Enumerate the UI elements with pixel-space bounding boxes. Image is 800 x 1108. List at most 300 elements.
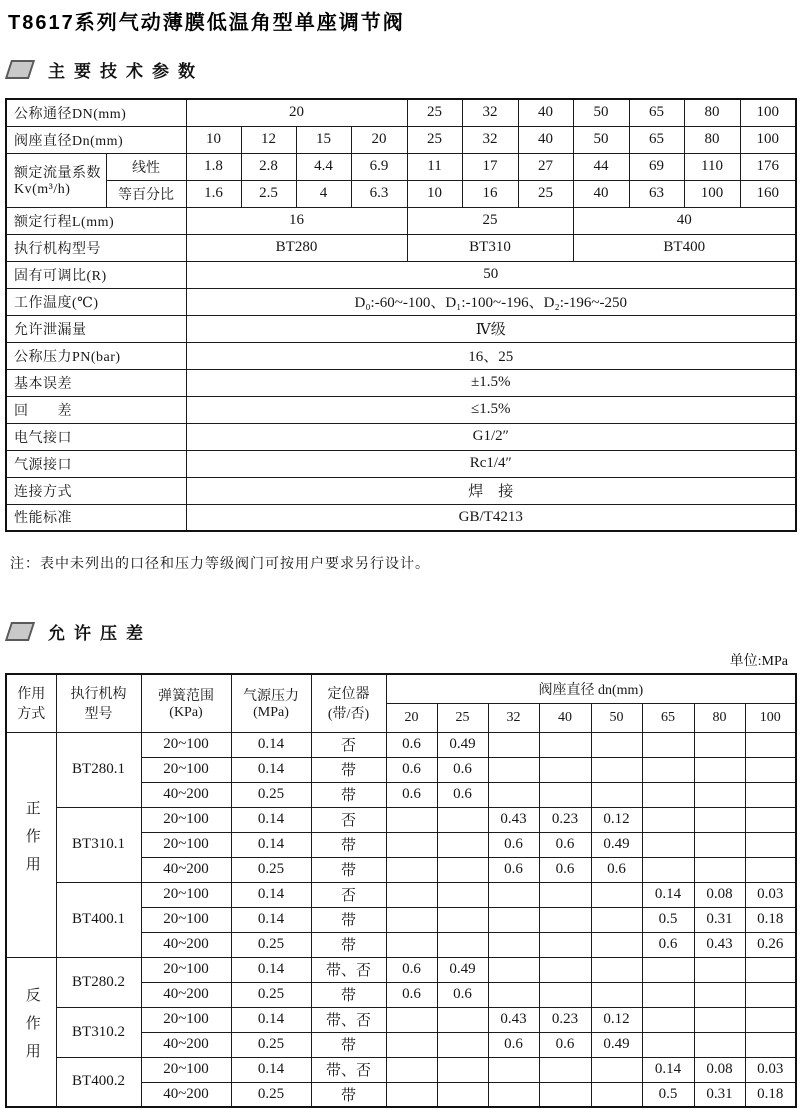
pressure-value-cell — [488, 1057, 539, 1082]
pressure-value-cell — [437, 882, 488, 907]
pressure-value-cell — [488, 907, 539, 932]
param-label: 工作温度(℃) — [6, 288, 186, 315]
action-mode-label: 反作用 — [23, 987, 40, 1072]
spring-range-cell: 40~200 — [141, 857, 231, 882]
pressure-value-cell — [642, 1032, 694, 1057]
pressure-value-cell: 0.18 — [745, 1082, 796, 1107]
param-value: 40 — [518, 99, 573, 126]
pressure-value-cell: 0.49 — [591, 1032, 642, 1057]
param-value: ±1.5% — [186, 369, 796, 396]
param-value: 44 — [573, 153, 629, 180]
pressure-value-cell: 0.03 — [745, 1057, 796, 1082]
actuator-model-cell: BT310.1 — [56, 807, 141, 882]
pressure-value-cell: 0.31 — [694, 1082, 745, 1107]
footnote: 注：表中未列出的口径和压力等级阀门可按用户要求另行设计。 — [10, 557, 430, 572]
table-row — [6, 153, 796, 180]
pressure-value-cell — [437, 1082, 488, 1107]
pressure-value-cell — [591, 982, 642, 1007]
air-pressure-cell: 0.14 — [231, 1057, 311, 1082]
pressure-value-cell — [745, 857, 796, 882]
header-line: 执行机构 — [70, 687, 127, 703]
pressure-value-cell: 0.14 — [642, 1057, 694, 1082]
param-value: 焊 接 — [186, 477, 796, 504]
dn-col-header: 20 — [386, 703, 437, 732]
air-pressure-cell: 0.25 — [231, 1032, 311, 1057]
pressure-value-cell — [694, 857, 745, 882]
dn-col-header: 100 — [745, 703, 796, 732]
param-value: 32 — [462, 126, 518, 153]
actuator-model-cell: BT400.2 — [56, 1057, 141, 1107]
param-value: 50 — [186, 261, 796, 288]
pressure-value-cell: 0.6 — [539, 832, 591, 857]
air-pressure-cell: 0.25 — [231, 932, 311, 957]
param-value: 11 — [407, 153, 462, 180]
param-value: 40 — [573, 180, 629, 207]
param-value: D₀:-60~-100、D₁:-100~-196、D₂:-196~-250 — [186, 288, 796, 315]
section-heading-tech-params — [8, 57, 800, 82]
pressure-value-cell: 0.6 — [539, 857, 591, 882]
pressure-value-cell — [488, 732, 539, 757]
param-label: 额定流量系数Kv(m³/h) — [6, 153, 106, 207]
pressure-value-cell: 0.03 — [745, 882, 796, 907]
param-value: 32 — [462, 99, 518, 126]
pressure-value-cell: 0.23 — [539, 1007, 591, 1032]
pressure-value-cell: 0.6 — [437, 782, 488, 807]
dn-col-header: 40 — [539, 703, 591, 732]
param-label: 阀座直径Dn(mm) — [6, 126, 186, 153]
pressure-value-cell: 0.43 — [488, 1007, 539, 1032]
positioner-cell: 带 — [311, 757, 386, 782]
dn-col-header: 65 — [642, 703, 694, 732]
pressure-value-cell — [642, 757, 694, 782]
pressure-value-cell — [642, 732, 694, 757]
spring-range-cell: 20~100 — [141, 1007, 231, 1032]
pressure-value-cell — [539, 957, 591, 982]
table-row — [6, 504, 796, 531]
pressure-value-cell — [539, 907, 591, 932]
actuator-model-cell: BT280.1 — [56, 732, 141, 807]
pressure-value-cell — [386, 1032, 437, 1057]
pressure-value-cell — [386, 907, 437, 932]
spring-range-cell: 20~100 — [141, 807, 231, 832]
air-pressure-cell: 0.14 — [231, 732, 311, 757]
param-label: 执行机构型号 — [6, 234, 186, 261]
pressure-value-cell: 0.12 — [591, 1007, 642, 1032]
param-value: 25 — [407, 207, 573, 234]
document-page — [0, 6, 800, 1104]
pressure-value-cell: 0.6 — [386, 757, 437, 782]
param-value: 40 — [573, 207, 796, 234]
pressure-value-cell — [591, 757, 642, 782]
spring-range-cell: 20~100 — [141, 957, 231, 982]
param-label: 电气接口 — [6, 423, 186, 450]
param-value: 65 — [629, 99, 684, 126]
air-pressure-cell: 0.25 — [231, 782, 311, 807]
air-pressure-cell: 0.14 — [231, 1007, 311, 1032]
pressure-value-cell — [539, 732, 591, 757]
unit-label: 单位:MPa — [729, 654, 788, 669]
param-label: 公称通径DN(mm) — [6, 99, 186, 126]
spring-range-cell: 40~200 — [141, 1032, 231, 1057]
pressure-value-cell: 0.6 — [386, 732, 437, 757]
param-value: BT280 — [186, 234, 407, 261]
param-value: 20 — [351, 126, 407, 153]
param-value: 40 — [518, 126, 573, 153]
pressure-value-cell — [694, 982, 745, 1007]
pressure-value-cell — [488, 957, 539, 982]
pressure-value-cell — [642, 832, 694, 857]
table-header-row — [6, 674, 796, 703]
pressure-value-cell — [488, 982, 539, 1007]
action-mode-label: 正作用 — [23, 800, 40, 884]
table-row — [6, 957, 796, 982]
pressure-value-cell: 0.6 — [642, 932, 694, 957]
param-value: 1.8 — [186, 153, 241, 180]
pressure-value-cell — [437, 932, 488, 957]
spring-range-cell: 20~100 — [141, 907, 231, 932]
col-header-positioner — [311, 674, 386, 732]
positioner-cell: 否 — [311, 807, 386, 832]
pressure-value-cell — [386, 1057, 437, 1082]
table-row — [6, 207, 796, 234]
header-line: 弹簧范围 — [158, 689, 214, 705]
pressure-value-cell — [694, 782, 745, 807]
section-label: 允许压差 — [48, 624, 152, 643]
param-value: 17 — [462, 153, 518, 180]
table-row — [6, 288, 796, 315]
param-value: 12 — [241, 126, 296, 153]
pressure-value-cell: 0.49 — [437, 732, 488, 757]
actuator-model-cell: BT400.1 — [56, 882, 141, 957]
pressure-value-cell: 0.6 — [488, 832, 539, 857]
pressure-value-cell — [437, 1057, 488, 1082]
param-sublabel: 线性 — [106, 153, 186, 180]
param-value: 15 — [296, 126, 351, 153]
param-value: Rc1/4″ — [186, 450, 796, 477]
page-title: T8617系列气动薄膜低温角型单座调节阀 — [8, 12, 405, 34]
pressure-value-cell — [745, 757, 796, 782]
pressure-value-cell: 0.5 — [642, 907, 694, 932]
pressure-value-cell — [642, 857, 694, 882]
param-value: 16 — [462, 180, 518, 207]
table-row — [6, 1057, 796, 1082]
param-value: 27 — [518, 153, 573, 180]
pressure-value-cell — [386, 882, 437, 907]
table-row — [6, 261, 796, 288]
table-row — [6, 342, 796, 369]
param-value: Ⅳ级 — [186, 315, 796, 342]
actuator-model-cell: BT310.2 — [56, 1007, 141, 1057]
header-line: 方式 — [17, 707, 46, 723]
param-value: 63 — [629, 180, 684, 207]
param-value: 6.9 — [351, 153, 407, 180]
table-row — [6, 234, 796, 261]
pressure-value-cell: 0.49 — [437, 957, 488, 982]
spring-range-cell: 20~100 — [141, 757, 231, 782]
pressure-value-cell: 0.49 — [591, 832, 642, 857]
table-row — [6, 1007, 796, 1032]
param-value: 4.4 — [296, 153, 351, 180]
header-line: (MPa) — [253, 705, 289, 721]
positioner-cell: 带 — [311, 907, 386, 932]
param-value: 25 — [407, 126, 462, 153]
tech-params-table — [5, 98, 797, 532]
air-pressure-cell: 0.14 — [231, 832, 311, 857]
pressure-value-cell — [745, 807, 796, 832]
positioner-cell: 否 — [311, 882, 386, 907]
dn-col-header: 32 — [488, 703, 539, 732]
pressure-value-cell — [694, 1007, 745, 1032]
dn-col-header: 50 — [591, 703, 642, 732]
param-label: 气源接口 — [6, 450, 186, 477]
pressure-value-cell — [539, 932, 591, 957]
pressure-value-cell — [539, 1082, 591, 1107]
pressure-value-cell: 0.23 — [539, 807, 591, 832]
parallelogram-icon — [5, 60, 35, 79]
table-row — [6, 369, 796, 396]
spring-range-cell: 20~100 — [141, 1057, 231, 1082]
param-value: 50 — [573, 99, 629, 126]
air-pressure-cell: 0.14 — [231, 907, 311, 932]
pressure-value-cell: 0.31 — [694, 907, 745, 932]
spring-range-cell: 20~100 — [141, 832, 231, 857]
pressure-value-cell — [745, 832, 796, 857]
table-row — [6, 450, 796, 477]
positioner-cell: 带 — [311, 857, 386, 882]
dn-col-header: 80 — [694, 703, 745, 732]
param-value: 25 — [518, 180, 573, 207]
pressure-value-cell — [386, 807, 437, 832]
param-label: 固有可调比(R) — [6, 261, 186, 288]
pressure-value-cell: 0.6 — [488, 857, 539, 882]
parallelogram-icon — [5, 622, 35, 641]
param-value: 50 — [573, 126, 629, 153]
pressure-value-cell: 0.6 — [386, 957, 437, 982]
param-value: 16 — [186, 207, 407, 234]
param-value: 100 — [740, 126, 796, 153]
pressure-value-cell — [539, 882, 591, 907]
param-value: 69 — [629, 153, 684, 180]
param-value: 16、25 — [186, 342, 796, 369]
pressure-value-cell: 0.14 — [642, 882, 694, 907]
pressure-value-cell — [488, 782, 539, 807]
pressure-value-cell — [745, 1032, 796, 1057]
pressure-value-cell — [591, 932, 642, 957]
action-mode-cell — [6, 732, 56, 957]
col-header-air-pressure — [231, 674, 311, 732]
positioner-cell: 带 — [311, 1032, 386, 1057]
pressure-value-cell — [591, 907, 642, 932]
pressure-value-cell: 0.5 — [642, 1082, 694, 1107]
positioner-cell: 带、否 — [311, 1007, 386, 1032]
pressure-diff-table — [5, 673, 797, 1108]
param-sublabel: 等百分比 — [106, 180, 186, 207]
air-pressure-cell: 0.14 — [231, 807, 311, 832]
param-value: 100 — [740, 99, 796, 126]
pressure-value-cell: 0.43 — [694, 932, 745, 957]
param-label: 公称压力PN(bar) — [6, 342, 186, 369]
positioner-cell: 否 — [311, 732, 386, 757]
pressure-value-cell — [745, 732, 796, 757]
pressure-value-cell — [694, 1032, 745, 1057]
pressure-value-cell — [642, 957, 694, 982]
pressure-value-cell — [745, 982, 796, 1007]
pressure-value-cell — [437, 857, 488, 882]
spring-range-cell: 20~100 — [141, 882, 231, 907]
positioner-cell: 带 — [311, 832, 386, 857]
section-label: 主要技术参数 — [48, 62, 204, 81]
pressure-value-cell: 0.6 — [591, 857, 642, 882]
pressure-value-cell — [539, 757, 591, 782]
dn-col-header: 25 — [437, 703, 488, 732]
positioner-cell: 带、否 — [311, 1057, 386, 1082]
pressure-value-cell — [694, 807, 745, 832]
param-label: 允许泄漏量 — [6, 315, 186, 342]
spring-range-cell: 40~200 — [141, 1082, 231, 1107]
pressure-value-cell: 0.6 — [488, 1032, 539, 1057]
param-value: ≤1.5% — [186, 396, 796, 423]
positioner-cell: 带 — [311, 982, 386, 1007]
table-row — [6, 882, 796, 907]
param-value: 160 — [740, 180, 796, 207]
pressure-value-cell — [642, 982, 694, 1007]
pressure-value-cell — [745, 957, 796, 982]
pressure-value-cell: 0.6 — [437, 982, 488, 1007]
param-label: 基本误差 — [6, 369, 186, 396]
pressure-value-cell — [386, 857, 437, 882]
pressure-value-cell: 0.08 — [694, 882, 745, 907]
air-pressure-cell: 0.25 — [231, 1082, 311, 1107]
pressure-value-cell: 0.6 — [437, 757, 488, 782]
positioner-cell: 带 — [311, 1082, 386, 1107]
spring-range-cell: 20~100 — [141, 732, 231, 757]
header-line: 型号 — [84, 707, 113, 723]
actuator-model-cell: BT280.2 — [56, 957, 141, 1007]
param-label: 额定行程L(mm) — [6, 207, 186, 234]
table-row — [6, 477, 796, 504]
pressure-value-cell — [488, 932, 539, 957]
pressure-value-cell: 0.6 — [539, 1032, 591, 1057]
table-row — [6, 807, 796, 832]
pressure-value-cell — [591, 1082, 642, 1107]
table-row — [6, 126, 796, 153]
param-value: 20 — [186, 99, 407, 126]
pressure-value-cell — [745, 782, 796, 807]
table-row — [6, 732, 796, 757]
pressure-value-cell — [642, 807, 694, 832]
pressure-value-cell: 0.43 — [488, 807, 539, 832]
param-value: 25 — [407, 99, 462, 126]
param-value: 10 — [407, 180, 462, 207]
pressure-value-cell — [488, 882, 539, 907]
pressure-value-cell — [591, 882, 642, 907]
pressure-value-cell — [488, 1082, 539, 1107]
param-value: 1.6 — [186, 180, 241, 207]
pressure-value-cell — [437, 1007, 488, 1032]
param-value: 65 — [629, 126, 684, 153]
param-value: 2.8 — [241, 153, 296, 180]
param-value: GB/T4213 — [186, 504, 796, 531]
pressure-value-cell — [539, 1057, 591, 1082]
param-label: 回 差 — [6, 396, 186, 423]
pressure-value-cell — [386, 932, 437, 957]
table-row — [6, 396, 796, 423]
pressure-value-cell — [694, 832, 745, 857]
pressure-value-cell — [539, 782, 591, 807]
pressure-value-cell — [386, 1082, 437, 1107]
pressure-value-cell — [437, 907, 488, 932]
pressure-value-cell — [642, 1007, 694, 1032]
positioner-cell: 带 — [311, 932, 386, 957]
positioner-cell: 带、否 — [311, 957, 386, 982]
air-pressure-cell: 0.14 — [231, 957, 311, 982]
spring-range-cell: 40~200 — [141, 782, 231, 807]
table-row — [6, 180, 796, 207]
param-label: 性能标准 — [6, 504, 186, 531]
param-value: 6.3 — [351, 180, 407, 207]
pressure-value-cell: 0.18 — [745, 907, 796, 932]
pressure-value-cell — [539, 982, 591, 1007]
pressure-value-cell — [591, 732, 642, 757]
pressure-value-cell: 0.12 — [591, 807, 642, 832]
param-value: 80 — [684, 126, 740, 153]
table-row — [6, 99, 796, 126]
pressure-value-cell — [488, 757, 539, 782]
pressure-value-cell — [694, 757, 745, 782]
spring-range-cell: 40~200 — [141, 932, 231, 957]
col-header-spring-range — [141, 674, 231, 732]
param-value: G1/2″ — [186, 423, 796, 450]
pressure-value-cell — [642, 782, 694, 807]
pressure-value-cell — [386, 1007, 437, 1032]
param-value: 176 — [740, 153, 796, 180]
header-line: (带/否) — [327, 707, 370, 723]
col-header-actuator-model — [56, 674, 141, 732]
param-value: 4 — [296, 180, 351, 207]
action-mode-cell — [6, 957, 56, 1107]
col-header-seat-diameter: 阀座直径 dn(mm) — [386, 674, 796, 703]
param-value: 100 — [684, 180, 740, 207]
positioner-cell: 带 — [311, 782, 386, 807]
header-line: 气源压力 — [243, 689, 299, 705]
pressure-value-cell — [694, 957, 745, 982]
air-pressure-cell: 0.25 — [231, 857, 311, 882]
pressure-value-cell — [386, 832, 437, 857]
header-line: 作用 — [17, 687, 46, 703]
air-pressure-cell: 0.14 — [231, 882, 311, 907]
pressure-value-cell — [745, 1007, 796, 1032]
pressure-value-cell: 0.26 — [745, 932, 796, 957]
param-value: 110 — [684, 153, 740, 180]
param-label: 连接方式 — [6, 477, 186, 504]
air-pressure-cell: 0.25 — [231, 982, 311, 1007]
param-value: 2.5 — [241, 180, 296, 207]
pressure-value-cell: 0.08 — [694, 1057, 745, 1082]
header-line: 定位器 — [327, 687, 370, 703]
air-pressure-cell: 0.14 — [231, 757, 311, 782]
pressure-value-cell — [591, 1057, 642, 1082]
param-value: BT310 — [407, 234, 573, 261]
pressure-value-cell — [437, 832, 488, 857]
pressure-value-cell: 0.6 — [386, 782, 437, 807]
param-value: BT400 — [573, 234, 796, 261]
header-line: (KPa) — [169, 705, 203, 721]
table-row — [6, 423, 796, 450]
pressure-value-cell — [437, 1032, 488, 1057]
pressure-value-cell — [591, 782, 642, 807]
pressure-value-cell — [437, 807, 488, 832]
param-value: 80 — [684, 99, 740, 126]
